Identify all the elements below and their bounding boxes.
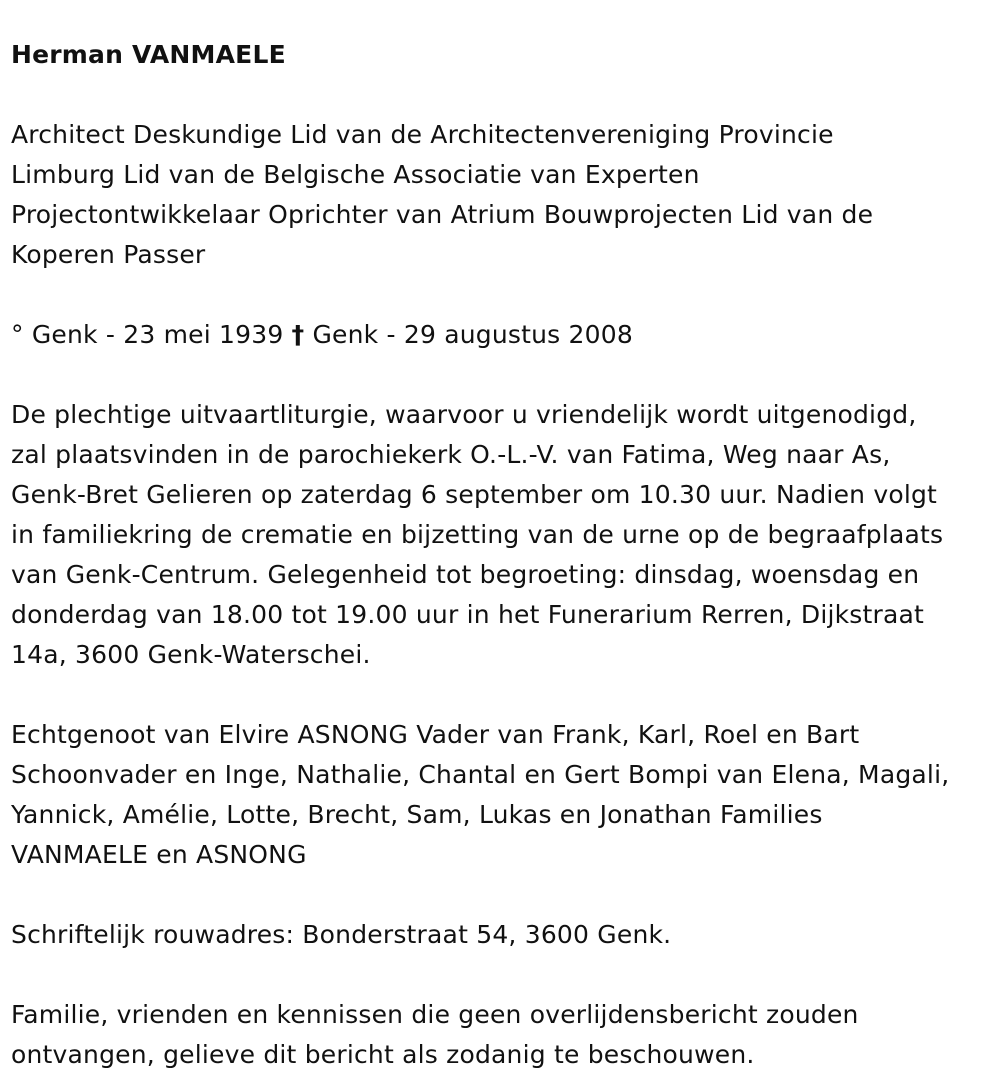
funeral-line: Genk-Bret Gelieren op zaterdag 6 september om 10.30 uur. Nadien volgt xyxy=(11,480,938,509)
family-line: VANMAELE en ASNONG xyxy=(11,840,307,869)
funeral-line: zal plaatsvinden in de parochiekerk O.-L.-V. van Fatima, Weg naar As, xyxy=(11,440,891,469)
family-line: Yannick, Amélie, Lotte, Brecht, Sam, Lukas en Jonathan Families xyxy=(11,800,823,829)
funeral-line: in familiekring de crematie en bijzetting van de urne op de begraafplaats xyxy=(11,520,944,549)
life-dates-line xyxy=(11,315,996,355)
funeral-paragraph xyxy=(11,395,996,675)
titles-line: Limburg Lid van de Belgische Associatie van Experten xyxy=(11,160,700,189)
cross-icon: † xyxy=(291,320,305,349)
family-paragraph xyxy=(11,715,996,875)
closing-paragraph xyxy=(11,995,996,1075)
titles-line: Koperen Passer xyxy=(11,240,206,269)
titles-paragraph xyxy=(11,115,996,275)
titles-line: Architect Deskundige Lid van de Architectenvereniging Provincie xyxy=(11,120,834,149)
titles-line: Projectontwikkelaar Oprichter van Atrium Bouwprojecten Lid van de xyxy=(11,200,874,229)
deceased-name: Herman VANMAELE xyxy=(11,40,286,69)
closing-line: Familie, vrienden en kennissen die geen overlijdensbericht zouden xyxy=(11,1000,859,1029)
closing-line: ontvangen, gelieve dit bericht als zodanig te beschouwen. xyxy=(11,1040,755,1069)
mourning-address: Schriftelijk rouwadres: Bonderstraat 54, 3600 Genk. xyxy=(11,920,672,949)
funeral-line: donderdag van 18.00 tot 19.00 uur in het Funerarium Rerren, Dijkstraat xyxy=(11,600,925,629)
funeral-line: 14a, 3600 Genk-Waterschei. xyxy=(11,640,371,669)
birth-date: Genk - 23 mei 1939 xyxy=(31,320,284,349)
obituary-notice xyxy=(11,35,996,1075)
life-dates xyxy=(11,315,996,355)
address-paragraph xyxy=(11,915,996,955)
death-date: Genk - 29 augustus 2008 xyxy=(312,320,633,349)
birth-symbol: ° xyxy=(11,320,24,349)
funeral-line: De plechtige uitvaartliturgie, waarvoor u vriendelijk wordt uitgenodigd, xyxy=(11,400,917,429)
funeral-line: van Genk-Centrum. Gelegenheid tot begroeting: dinsdag, woensdag en xyxy=(11,560,920,589)
family-line: Echtgenoot van Elvire ASNONG Vader van Frank, Karl, Roel en Bart xyxy=(11,720,860,749)
family-line: Schoonvader en Inge, Nathalie, Chantal en Gert Bompi van Elena, Magali, xyxy=(11,760,950,789)
